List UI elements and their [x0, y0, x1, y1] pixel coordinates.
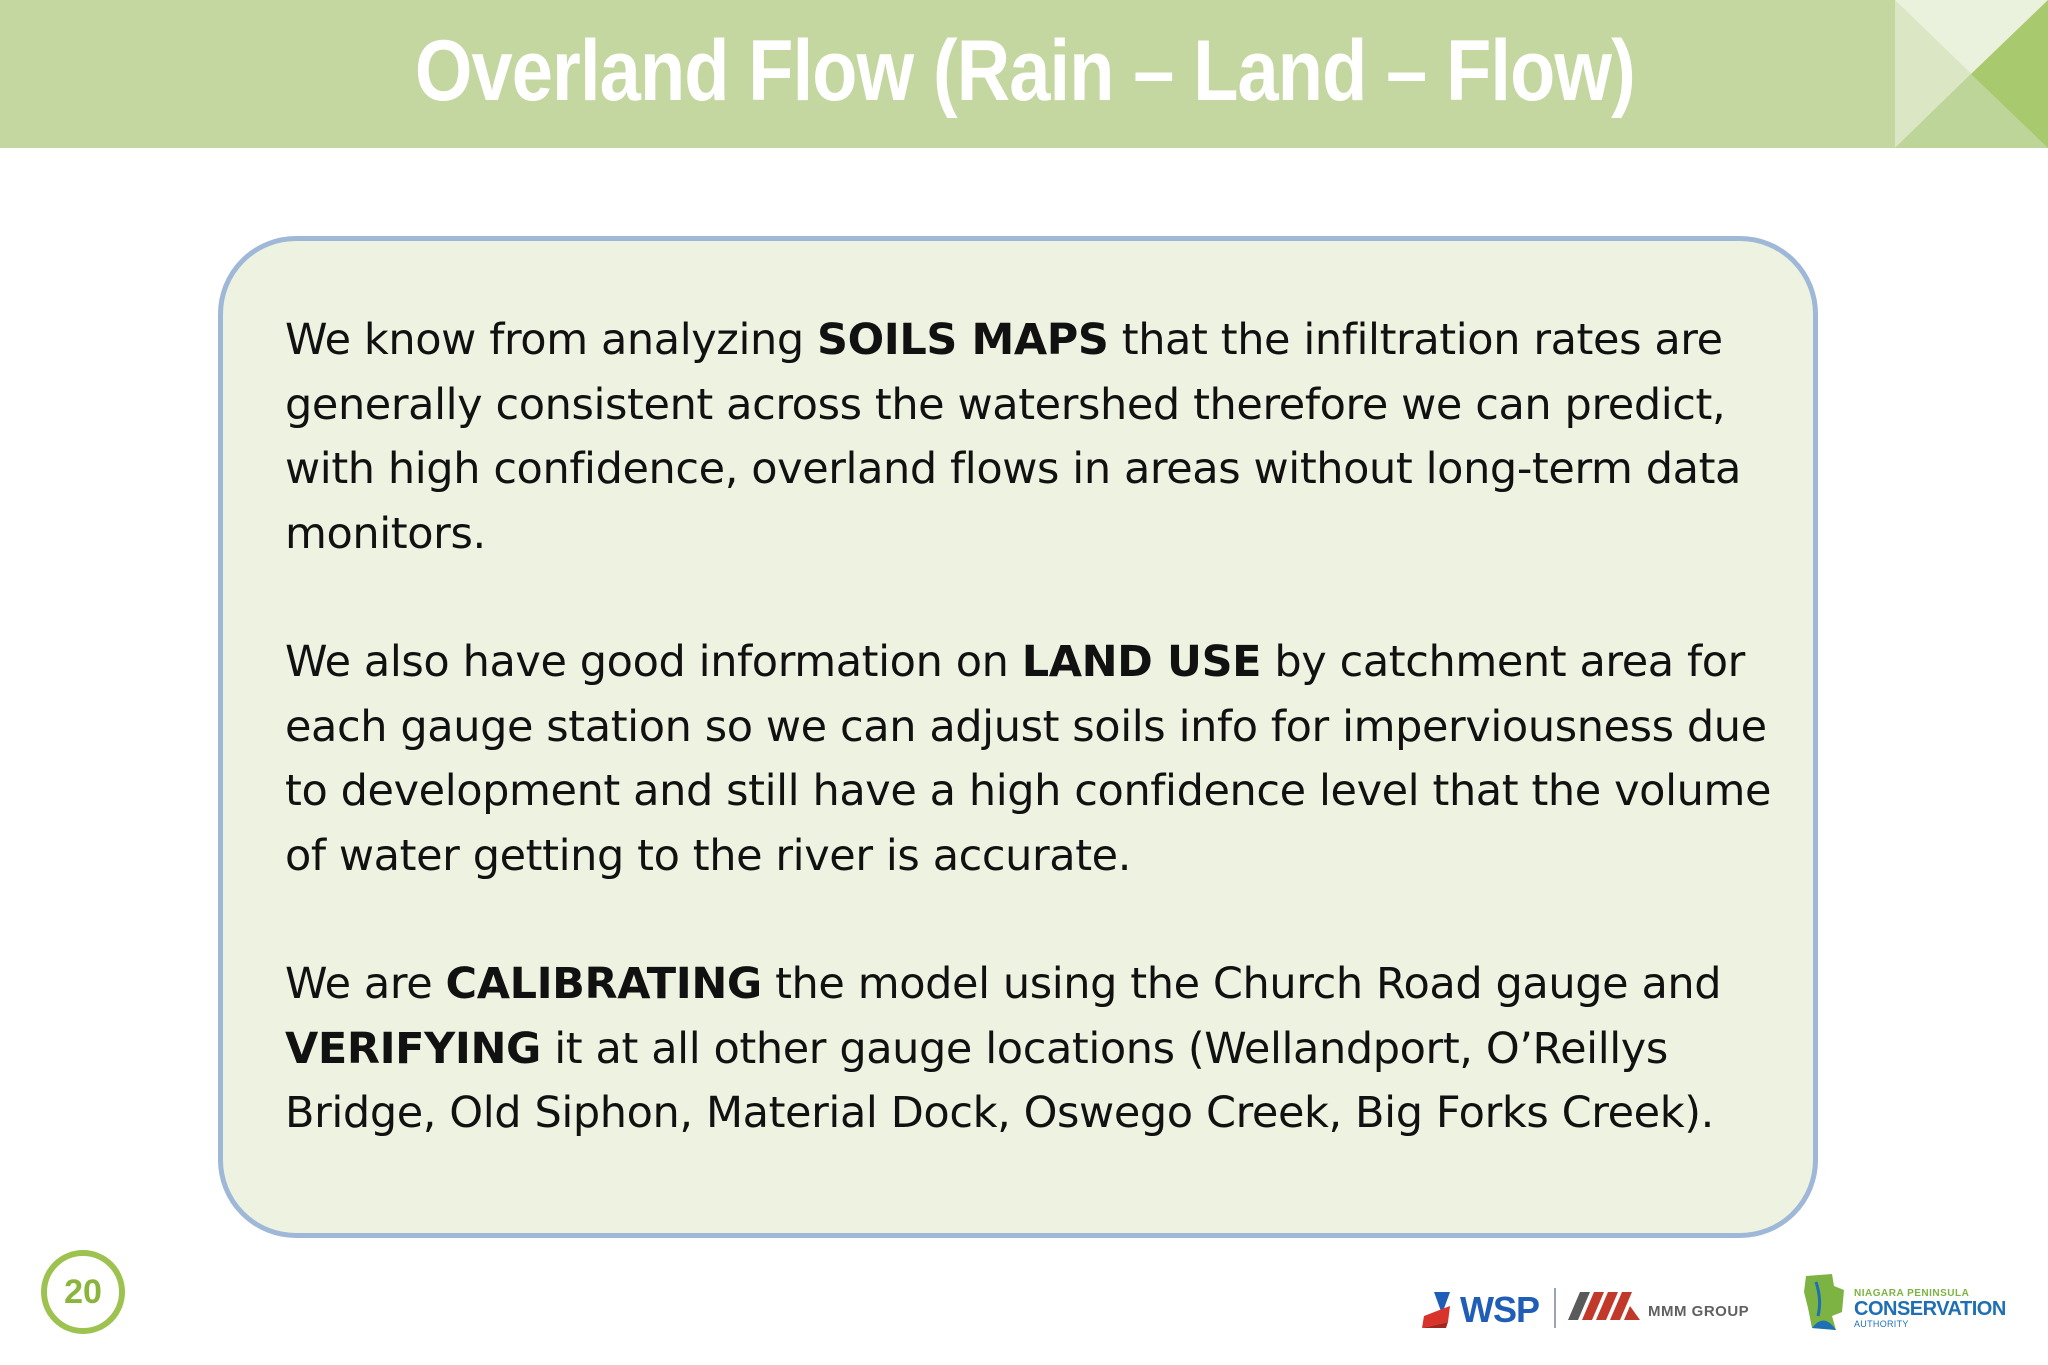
- mmm-group-logo: [1568, 1292, 1768, 1332]
- text: it at all other gauge locations (Wellandport, O’Reillys Bridge, Old Siphon, Material Dock, Oswego Creek, Big Forks Creek).: [285, 1023, 1714, 1138]
- slide-title: Overland Flow (Rain – Land – Flow): [414, 23, 1635, 119]
- page-number: 20: [64, 1272, 102, 1311]
- paragraph-calibrating: [285, 952, 1805, 1146]
- npca-wordmark: [1854, 1288, 2006, 1329]
- npca-mark-icon: [1802, 1272, 1848, 1334]
- keyword-verifying: VERIFYING: [285, 1023, 541, 1074]
- text: the model using the Church Road gauge and: [761, 959, 1722, 1009]
- keyword-soils-maps: SOILS MAPS: [817, 315, 1109, 365]
- mmm-wordmark: MMM GROUP: [1648, 1303, 1750, 1320]
- wsp-mark-icon: [1420, 1288, 1464, 1330]
- content-box: [218, 236, 1818, 1238]
- npca-line-1: NIAGARA PENINSULA: [1854, 1288, 1970, 1299]
- keyword-calibrating: CALIBRATING: [445, 959, 762, 1009]
- paragraph-land-use: [285, 630, 1805, 888]
- text: We know from analyzing: [285, 315, 818, 365]
- mmm-mark-icon: [1568, 1292, 1640, 1320]
- text: by catchment area for each gauge station so we can adjust soils info for imperviousness due to development and still have a high confidence level that the volume of water getting to the river is accurate.: [285, 637, 1772, 881]
- wsp-logo: [1420, 1288, 1550, 1330]
- page-number-badge: [41, 1250, 125, 1334]
- wsp-wordmark: WSP: [1460, 1289, 1540, 1330]
- corner-decoration: [1895, 0, 2048, 148]
- paragraph-soils: [285, 308, 1805, 566]
- text: We are: [285, 959, 446, 1009]
- npca-logo: [1802, 1272, 2020, 1336]
- text: We also have good information on: [285, 637, 1022, 687]
- npca-line-3: AUTHORITY: [1854, 1319, 1909, 1329]
- npca-line-2: CONSERVATION: [1854, 1298, 2006, 1320]
- logo-divider: [1554, 1288, 1556, 1328]
- footer-logos: [1410, 1268, 2020, 1338]
- text: that the infiltration rates are generally consistent across the watershed therefore we can predict, with high confidence, overland flows in areas without long-term data monitors.: [285, 315, 1741, 559]
- keyword-land-use: LAND USE: [1021, 637, 1262, 687]
